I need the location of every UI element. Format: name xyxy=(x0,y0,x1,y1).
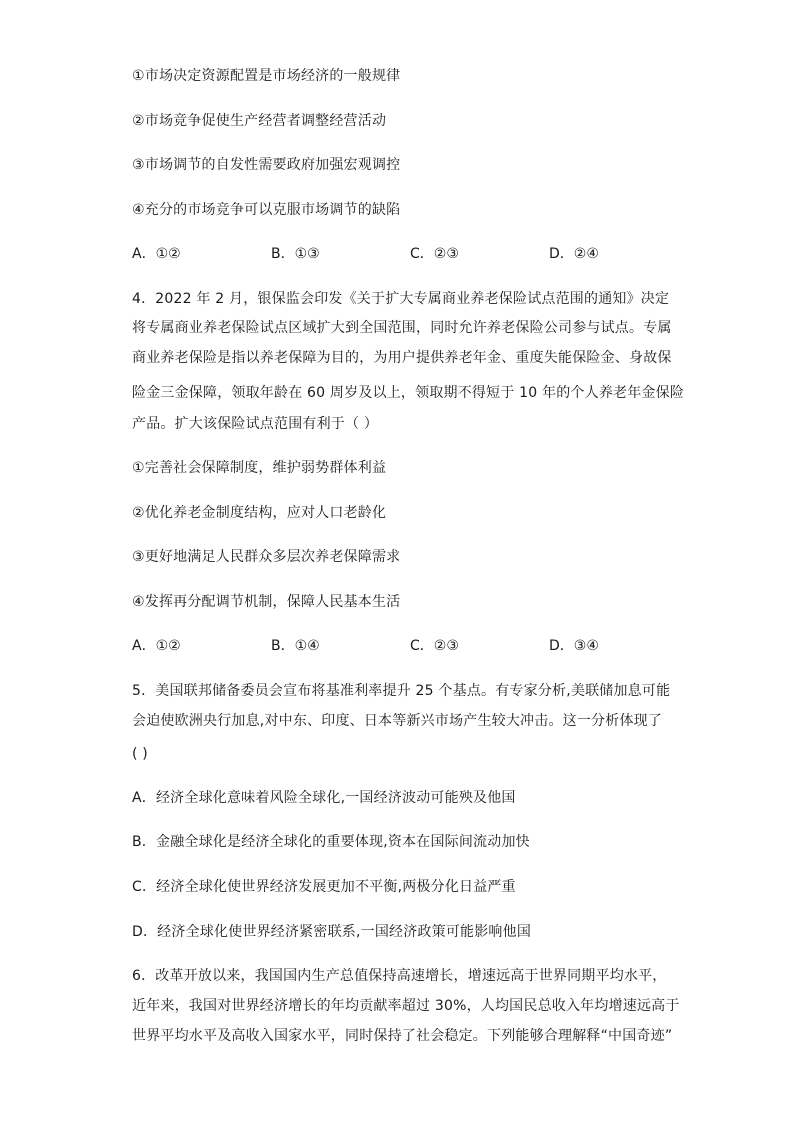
q4-choice-d: D．③④ xyxy=(549,638,599,654)
q4-option-4: ④发挥再分配调节机制，保障人民基本生活 xyxy=(132,594,401,610)
q4-choice-c: C．②③ xyxy=(410,638,459,654)
q4-stem-line-5: 产品。扩大该保险试点范围有利于（ ） xyxy=(132,416,379,432)
q5-option-c: C．经济全球化使世界经济发展更加不平衡,两极分化日益严重 xyxy=(132,879,516,895)
q4-stem-line-3: 商业养老保险是指以养老保障为目的，为用户提供养老年金、重度失能保险金、身故保 xyxy=(132,350,672,366)
q3-option-1: ①市场决定资源配置是市场经济的一般规律 xyxy=(132,68,401,84)
q5-stem-line-2: 会迫使欧洲央行加息,对中东、印度、日本等新兴市场产生较大冲击。这一分析体现了 xyxy=(132,713,663,729)
q3-choice-d: D．②④ xyxy=(549,246,599,262)
q4-option-1: ①完善社会保障制度，维护弱势群体利益 xyxy=(132,460,387,476)
q3-option-4: ④充分的市场竞争可以克服市场调节的缺陷 xyxy=(132,202,401,218)
q4-stem-line-2: 将专属商业养老保险试点区域扩大到全国范围，同时允许养老保险公司参与试点。专属 xyxy=(132,320,672,336)
q6-stem-line-3: 世界平均水平及高收入国家水平，同时保持了社会稳定。下列能够合理解释“中国奇迹” xyxy=(132,1028,673,1044)
q4-option-3: ③更好地满足人民群众多层次养老保障需求 xyxy=(132,549,401,565)
q4-choice-b: B．①④ xyxy=(271,638,320,654)
q3-choice-b: B．①③ xyxy=(271,246,320,262)
q3-choice-c: C．②③ xyxy=(410,246,459,262)
q3-option-2: ②市场竞争促使生产经营者调整经营活动 xyxy=(132,113,387,129)
q3-choices xyxy=(132,244,672,264)
q6-stem-line-2: 近年来，我国对世界经济增长的年均贡献率超过 30%，人均国民总收入年均增速远高于 xyxy=(132,998,680,1014)
q5-option-b: B．金融全球化是经济全球化的重要体现,资本在国际间流动加快 xyxy=(132,834,530,850)
q5-option-a: A．经济全球化意味着风险全球化,一国经济波动可能殃及他国 xyxy=(132,790,516,806)
q4-option-2: ②优化养老金制度结构，应对人口老龄化 xyxy=(132,505,387,521)
q5-stem-line-3: ( ) xyxy=(132,746,148,762)
q5-option-d: D．经济全球化使世界经济紧密联系,一国经济政策可能影响他国 xyxy=(132,924,532,940)
q6-stem-line-1: 6．改革开放以来，我国国内生产总值保持高速增长，增速远高于世界同期平均水平， xyxy=(132,968,667,984)
q3-option-3: ③市场调节的自发性需要政府加强宏观调控 xyxy=(132,157,401,173)
q3-choice-a: A．①② xyxy=(132,246,181,262)
q5-stem-line-1: 5．美国联邦储备委员会宣布将基准利率提升 25 个基点。有专家分析,美联储加息可能 xyxy=(132,683,671,699)
q4-stem-line-4: 险金三金保障，领取年龄在 60 周岁及以上，领取期不得短于 10 年的个人养老年金保险 xyxy=(132,385,685,401)
q4-choices xyxy=(132,636,672,656)
q4-choice-a: A．①② xyxy=(132,638,181,654)
q4-stem-line-1: 4．2022 年 2 月，银保监会印发《关于扩大专属商业养老保险试点范围的通知》决定 xyxy=(132,291,670,307)
